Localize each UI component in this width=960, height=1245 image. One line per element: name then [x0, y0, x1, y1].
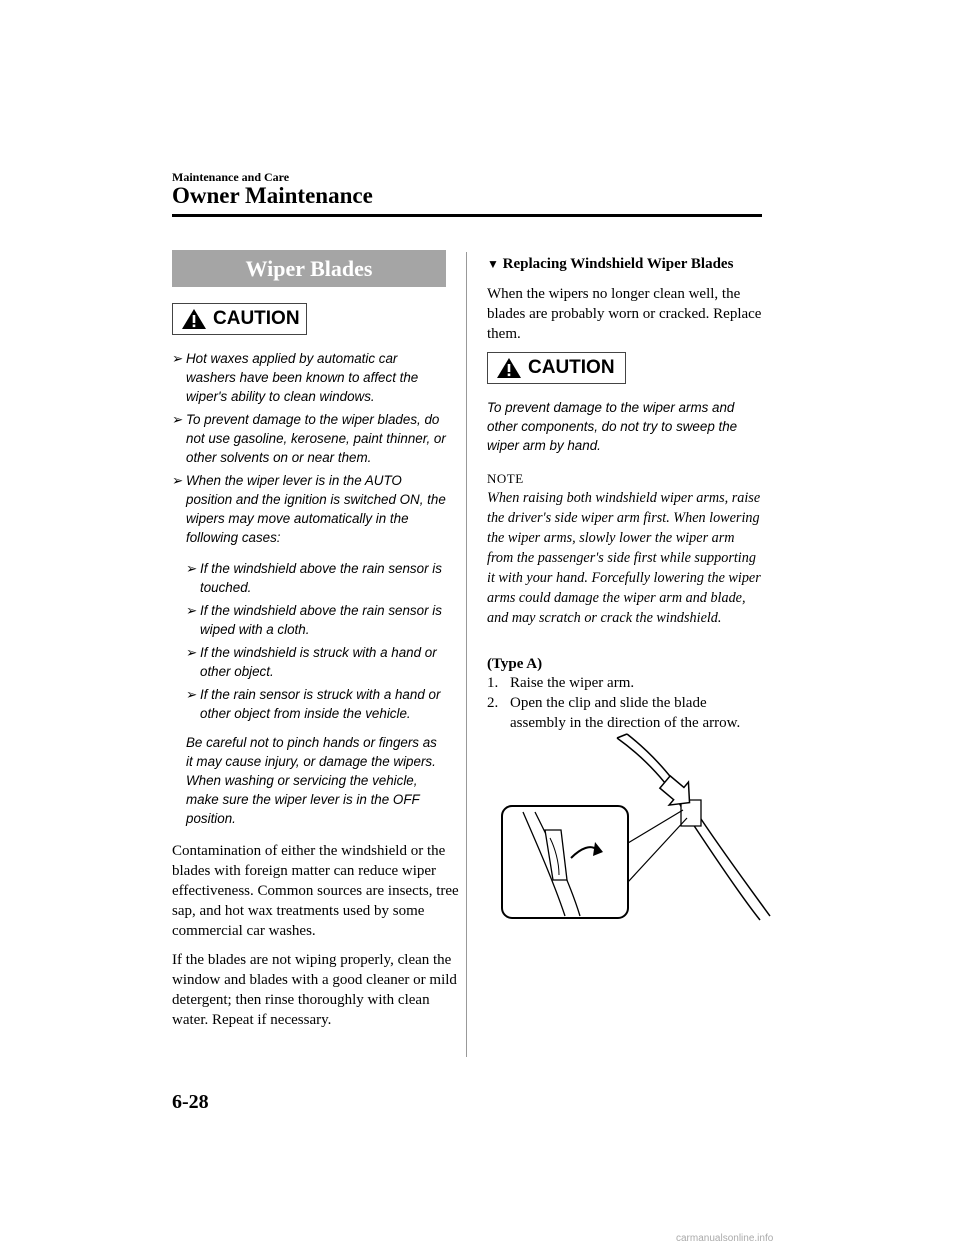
- caution-content: [172, 349, 447, 828]
- wiper-blade-illustration: [495, 730, 780, 925]
- bullet-text: If the windshield above the rain sensor is touched.: [200, 561, 442, 595]
- page-number: 6-28: [172, 1091, 209, 1113]
- list-item: ➢ If the windshield above the rain sensor is wiped with a cloth.: [186, 603, 442, 637]
- warning-triangle-icon: [181, 308, 207, 330]
- bullet-text: If the windshield is struck with a hand or other object.: [200, 645, 437, 679]
- list-item: ➢ If the rain sensor is struck with a hand or other object from inside the vehicle.: [186, 687, 441, 721]
- caution-bullet-list: [172, 349, 447, 547]
- step-text: Raise the wiper arm.: [510, 675, 635, 691]
- section-banner: Wiper Blades: [172, 250, 446, 287]
- list-item: ➢ To prevent damage to the wiper blades, do not use gasoline, kerosene, paint thinner, or other solvents on or near them.: [172, 412, 446, 465]
- type-label: (Type A): [487, 656, 543, 672]
- bullet-text: When the wiper lever is in the AUTO position and the ignition is switched ON, the wipers may move automatically in the following cases:: [186, 473, 446, 545]
- list-item: ➢ If the windshield above the rain sensor is touched.: [186, 561, 442, 595]
- cleaning-paragraph: If the blades are not wiping properly, clean the window and blades with a good cleaner or mild detergent; then rinse thoroughly with clean water. Repeat if necessary.: [172, 952, 457, 1028]
- note-text: When raising both windshield wiper arms, raise the driver's side wiper arm first. When lowering the wiper arms, slowly lower the wiper arm from the passenger's side first while supporting it with your hand. Forcefully lowering the wiper arms could damage the wiper arm and blade, and may scratch or crack the windshield.: [487, 490, 761, 626]
- header-rule: [172, 214, 762, 217]
- section-label: Maintenance and Care: [172, 170, 290, 184]
- column-divider: [466, 252, 467, 1057]
- list-item: ➢ When the wiper lever is in the AUTO position and the ignition is switched ON, the wipers may move automatically in the following cases:: [172, 473, 446, 545]
- list-item: ➢ Hot waxes applied by automatic car washers have been known to affect the wiper's ability to clean windows.: [172, 351, 419, 404]
- caution-label: CAUTION: [213, 308, 300, 329]
- bullet-text: If the windshield above the rain sensor is wiped with a cloth.: [200, 603, 442, 637]
- bullet-text: To prevent damage to the wiper blades, do not use gasoline, kerosene, paint thinner, or other solvents on or near them.: [186, 412, 446, 465]
- step-text: Open the clip and slide the blade assembly in the direction of the arrow.: [510, 695, 741, 731]
- caution-label: CAUTION: [528, 357, 615, 378]
- replace-heading: [487, 256, 733, 273]
- page-title: Owner Maintenance: [172, 183, 373, 208]
- step-number: 2.: [487, 695, 499, 711]
- caution-text: To prevent damage to the wiper arms and other components, do not try to sweep the wiper arm by hand.: [487, 400, 738, 453]
- replace-intro: When the wipers no longer clean well, the blades are probably worn or cracked. Replace them.: [487, 286, 762, 342]
- watermark: carmanualsonline.info: [676, 1233, 774, 1244]
- list-item: ➢ If the windshield is struck with a hand or other object.: [186, 645, 437, 679]
- bullet-text: If the rain sensor is struck with a hand or other object from inside the vehicle.: [200, 687, 441, 721]
- heading-text: Replacing Windshield Wiper Blades: [502, 256, 734, 272]
- warning-triangle-icon: [496, 357, 522, 379]
- caution-badge: [487, 352, 626, 384]
- contamination-paragraph: Contamination of either the windshield or the blades with foreign matter can reduce wiper effectiveness. Common sources are insects, tree sap, and hot wax treatments used by some commercial car washes.: [172, 843, 459, 939]
- steps-list: [487, 673, 763, 733]
- bullet-text: Hot waxes applied by automatic car washers have been known to affect the wiper's ability to clean windows.: [186, 351, 419, 404]
- list-item: [487, 673, 763, 693]
- step-number: 1.: [487, 675, 499, 691]
- list-item: [487, 693, 763, 733]
- down-triangle-icon: ▼: [487, 257, 499, 271]
- note-label: NOTE: [487, 471, 524, 486]
- sub-bullet-list: [186, 559, 447, 723]
- caution-badge: [172, 303, 307, 335]
- careful-text: Be careful not to pinch hands or fingers as it may cause injury, or damage the wipers. When washing or servicing the vehicle, make sure the wiper lever is in the OFF position.: [186, 735, 437, 826]
